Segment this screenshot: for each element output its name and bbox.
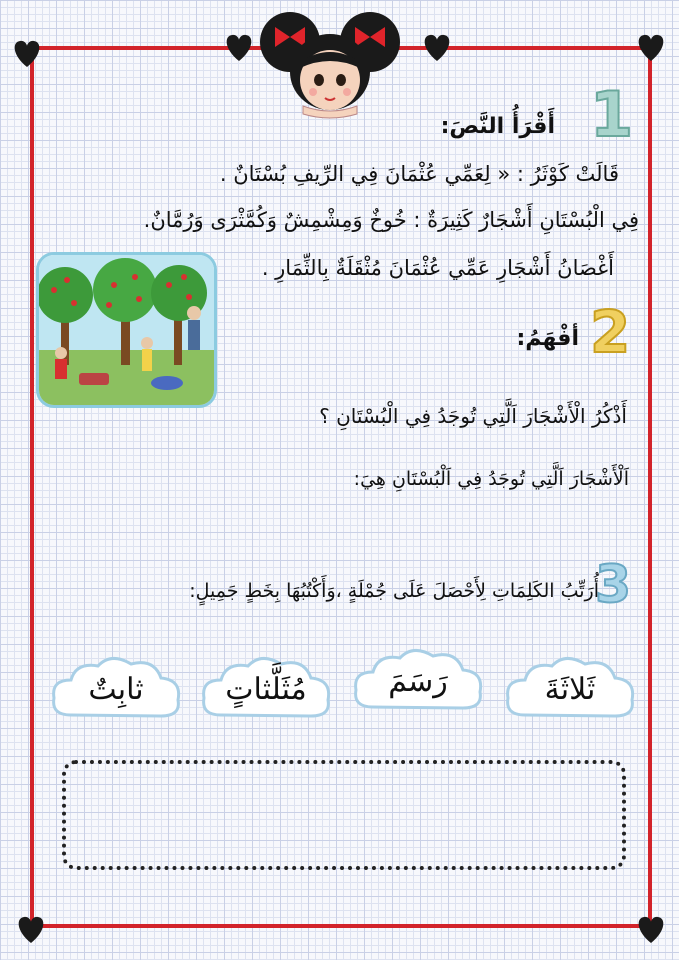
word-4: ثابِتٌ (88, 672, 144, 707)
heart-icon (14, 912, 48, 946)
text-line-2: فِي الْبُسْتَانِ أَشْجَارٌ كَثِيرَةٌ : خُوخٌ وَمِشْمِشٌ وَكُمَّثْرَى وَرُمَّانٌ. (143, 208, 639, 232)
text-line-3: أَغْصَانُ أَشْجَارِ عَمِّي عُثْمَانَ مُثْقَلَةٌ بِالثِّمَارِ . (261, 256, 614, 280)
section1-heading: أَقْرَأُ النَّصَ: (440, 114, 555, 139)
heart-icon (10, 36, 44, 70)
orchard-illustration (36, 252, 217, 408)
word-3: مُثَلَّثاتٍ (225, 672, 307, 707)
question: أَذْكُرُ الْأَشْجَارَ اَلَّتِي تُوجَدُ فِي الْبُسْتَانِ ؟ (319, 404, 627, 428)
word-cloud-4 (46, 650, 186, 730)
answer-prompt: اَلْأَشْجَارَ اَلَّتِي تُوجَدُ فِي اَلْبُسْتَانِ هِيَ: (353, 468, 629, 490)
frame-right (648, 46, 652, 928)
section-number-3: 3 (595, 555, 632, 615)
heart-icon (420, 30, 454, 64)
frame-bottom (30, 924, 652, 928)
text-line-1: قَالَتْ كَوْثَرُ : « لِعَمِّي عُثْمَانَ فِي الرِّيفِ بُسْتَانٌ . (219, 162, 619, 186)
heart-icon (634, 912, 668, 946)
word-cloud-1 (500, 650, 640, 730)
word-cloud-3 (196, 650, 336, 730)
heart-icon (222, 30, 256, 64)
word-1: ثَلاثَةَ (544, 672, 596, 707)
word-2: رَسَمَ (388, 664, 448, 699)
instruction: أُرَتِّبُ الكَلِمَاتِ لِأَحْصَلَ عَلَى جُمْلَةٍ ،وَأَكْتُبُهَا بِخَطٍ جَمِيلٍ: (189, 580, 599, 602)
word-cloud-2 (348, 642, 488, 722)
section-number-1: 1 (590, 78, 634, 151)
girl-illustration (255, 2, 405, 122)
section2-heading: أفْهَمُ: (516, 326, 579, 351)
heart-icon (634, 30, 668, 64)
answer-box[interactable] (62, 760, 626, 870)
section-number-2: 2 (590, 298, 631, 366)
frame-left (30, 46, 34, 928)
